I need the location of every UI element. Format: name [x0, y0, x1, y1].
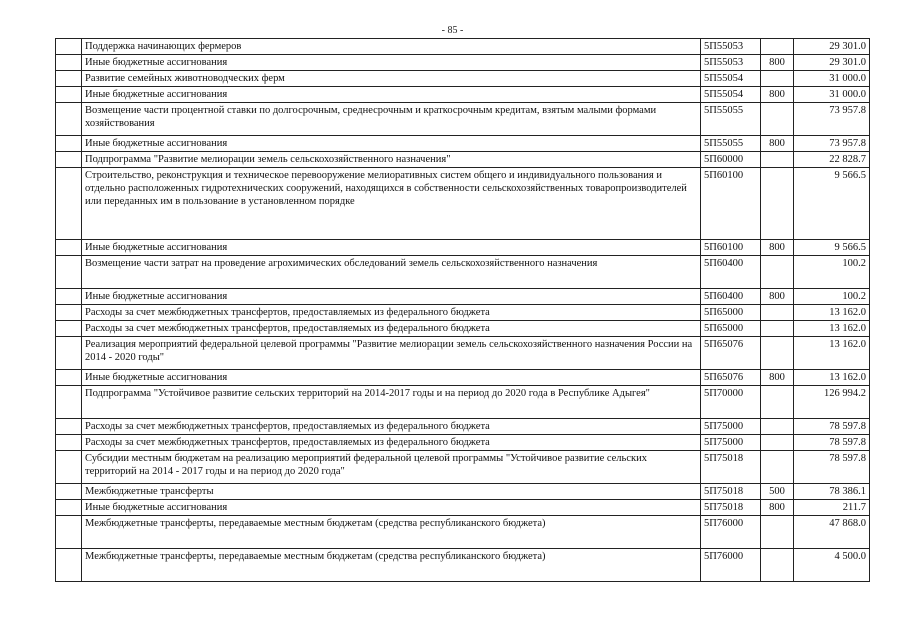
row-code-cell: 5П75018: [701, 500, 761, 516]
table-row: [56, 103, 870, 136]
table-row: [56, 87, 870, 103]
row-name-cell: Расходы за счет межбюджетных трансфертов, предоставляемых из федерального бюджета: [82, 435, 701, 451]
row-code-cell: 5П60400: [701, 256, 761, 289]
row-blank-cell: [56, 419, 82, 435]
row-sum-cell: 13 162.0: [794, 370, 870, 386]
page-number: - 85 -: [441, 25, 464, 36]
row-sum-cell: 73 957.8: [794, 103, 870, 136]
row-name-cell: Иные бюджетные ассигнования: [82, 55, 701, 71]
row-code-cell: 5П55053: [701, 39, 761, 55]
row-code-cell: 5П76000: [701, 516, 761, 549]
row-code-cell: 5П65000: [701, 305, 761, 321]
row-expense-type-cell: [761, 152, 794, 168]
row-expense-type-cell: [761, 419, 794, 435]
row-code-cell: 5П55054: [701, 87, 761, 103]
row-code-cell: 5П70000: [701, 386, 761, 419]
row-expense-type-cell: [761, 516, 794, 549]
row-code-cell: 5П65000: [701, 321, 761, 337]
row-name-cell: Субсидии местным бюджетам на реализацию мероприятий федеральной целевой программы "Устойчивое развитие сельских территорий на 2014 - 2017 годы и на период до 2020 года": [82, 451, 701, 484]
row-name-cell: Иные бюджетные ассигнования: [82, 370, 701, 386]
table-row: [56, 370, 870, 386]
row-code-cell: 5П60000: [701, 152, 761, 168]
row-code-cell: 5П76000: [701, 549, 761, 582]
budget-table-body: [56, 39, 870, 582]
table-row: [56, 152, 870, 168]
row-expense-type-cell: [761, 451, 794, 484]
row-blank-cell: [56, 549, 82, 582]
table-row: [56, 289, 870, 305]
row-blank-cell: [56, 152, 82, 168]
row-sum-cell: 78 597.8: [794, 451, 870, 484]
row-name-cell: Межбюджетные трансферты, передаваемые местным бюджетам (средства республиканского бюджета): [82, 516, 701, 549]
table-row: [56, 516, 870, 549]
row-sum-cell: 47 868.0: [794, 516, 870, 549]
table-row: [56, 419, 870, 435]
row-name-cell: Межбюджетные трансферты, передаваемые местным бюджетам (средства республиканского бюджета): [82, 549, 701, 582]
row-expense-type-cell: 800: [761, 289, 794, 305]
row-name-cell: Расходы за счет межбюджетных трансфертов, предоставляемых из федерального бюджета: [82, 321, 701, 337]
row-name-cell: Подпрограмма "Развитие мелиорации земель сельскохозяйственного назначения": [82, 152, 701, 168]
row-expense-type-cell: [761, 39, 794, 55]
row-blank-cell: [56, 370, 82, 386]
table-row: [56, 451, 870, 484]
row-expense-type-cell: [761, 256, 794, 289]
table-row: [56, 71, 870, 87]
row-code-cell: 5П55054: [701, 71, 761, 87]
row-sum-cell: 100.2: [794, 256, 870, 289]
row-expense-type-cell: [761, 321, 794, 337]
row-blank-cell: [56, 289, 82, 305]
row-expense-type-cell: [761, 305, 794, 321]
table-row: [56, 305, 870, 321]
row-name-cell: Иные бюджетные ассигнования: [82, 240, 701, 256]
row-expense-type-cell: 500: [761, 484, 794, 500]
row-blank-cell: [56, 435, 82, 451]
row-sum-cell: 29 301.0: [794, 55, 870, 71]
row-code-cell: 5П75018: [701, 451, 761, 484]
row-expense-type-cell: 800: [761, 240, 794, 256]
table-row: [56, 500, 870, 516]
row-code-cell: 5П65076: [701, 370, 761, 386]
row-blank-cell: [56, 136, 82, 152]
row-blank-cell: [56, 55, 82, 71]
row-name-cell: Межбюджетные трансферты: [82, 484, 701, 500]
row-expense-type-cell: [761, 103, 794, 136]
row-name-cell: Иные бюджетные ассигнования: [82, 136, 701, 152]
row-expense-type-cell: [761, 168, 794, 240]
row-blank-cell: [56, 71, 82, 87]
row-blank-cell: [56, 337, 82, 370]
row-blank-cell: [56, 321, 82, 337]
row-sum-cell: 13 162.0: [794, 321, 870, 337]
row-name-cell: Подпрограмма "Устойчивое развитие сельских территорий на 2014-2017 годы и на период до 2020 года в Республике Адыгея": [82, 386, 701, 419]
row-code-cell: 5П55055: [701, 136, 761, 152]
row-sum-cell: 78 386.1: [794, 484, 870, 500]
row-sum-cell: 13 162.0: [794, 305, 870, 321]
row-blank-cell: [56, 484, 82, 500]
table-row: [56, 168, 870, 240]
row-code-cell: 5П60400: [701, 289, 761, 305]
row-code-cell: 5П75018: [701, 484, 761, 500]
row-name-cell: Иные бюджетные ассигнования: [82, 289, 701, 305]
row-code-cell: 5П75000: [701, 435, 761, 451]
table-row: [56, 549, 870, 582]
row-code-cell: 5П60100: [701, 168, 761, 240]
table-row: [56, 337, 870, 370]
row-name-cell: Иные бюджетные ассигнования: [82, 500, 701, 516]
row-expense-type-cell: [761, 435, 794, 451]
row-name-cell: Строительство, реконструкция и техническое перевооружение мелиоративных систем общего и индивидуального пользования и отдельно расположенных гидротехнических сооружений, находящихся в собственности сельскохозяйственных товаропроизводителей или переданных им в пользование в установленном порядке: [82, 168, 701, 240]
row-blank-cell: [56, 168, 82, 240]
row-sum-cell: 100.2: [794, 289, 870, 305]
row-name-cell: Расходы за счет межбюджетных трансфертов, предоставляемых из федерального бюджета: [82, 419, 701, 435]
table-row: [56, 240, 870, 256]
row-code-cell: 5П75000: [701, 419, 761, 435]
row-expense-type-cell: 800: [761, 370, 794, 386]
row-blank-cell: [56, 103, 82, 136]
table-row: [56, 256, 870, 289]
row-code-cell: 5П55053: [701, 55, 761, 71]
table-row: [56, 55, 870, 71]
row-blank-cell: [56, 256, 82, 289]
row-expense-type-cell: [761, 337, 794, 370]
row-sum-cell: 29 301.0: [794, 39, 870, 55]
row-blank-cell: [56, 386, 82, 419]
row-sum-cell: 73 957.8: [794, 136, 870, 152]
row-expense-type-cell: [761, 549, 794, 582]
row-expense-type-cell: 800: [761, 87, 794, 103]
row-sum-cell: 126 994.2: [794, 386, 870, 419]
row-name-cell: Возмещение части затрат на проведение агрохимических обследований земель сельскохозяйственного назначения: [82, 256, 701, 289]
row-expense-type-cell: [761, 386, 794, 419]
row-sum-cell: 78 597.8: [794, 435, 870, 451]
row-sum-cell: 31 000.0: [794, 87, 870, 103]
table-row: [56, 435, 870, 451]
row-sum-cell: 78 597.8: [794, 419, 870, 435]
row-expense-type-cell: 800: [761, 55, 794, 71]
row-sum-cell: 22 828.7: [794, 152, 870, 168]
row-code-cell: 5П55055: [701, 103, 761, 136]
row-name-cell: Поддержка начинающих фермеров: [82, 39, 701, 55]
row-sum-cell: 9 566.5: [794, 168, 870, 240]
row-name-cell: Развитие семейных животноводческих ферм: [82, 71, 701, 87]
row-name-cell: Реализация мероприятий федеральной целевой программы "Развитие мелиорации земель сельскохозяйственного назначения России на 2014 - 2020 годы": [82, 337, 701, 370]
row-blank-cell: [56, 87, 82, 103]
row-blank-cell: [56, 240, 82, 256]
row-blank-cell: [56, 451, 82, 484]
row-sum-cell: 9 566.5: [794, 240, 870, 256]
row-name-cell: Иные бюджетные ассигнования: [82, 87, 701, 103]
row-sum-cell: 211.7: [794, 500, 870, 516]
table-row: [56, 386, 870, 419]
budget-table: [55, 38, 870, 582]
row-blank-cell: [56, 39, 82, 55]
row-blank-cell: [56, 516, 82, 549]
row-sum-cell: 31 000.0: [794, 71, 870, 87]
table-row: [56, 484, 870, 500]
table-row: [56, 39, 870, 55]
row-expense-type-cell: [761, 71, 794, 87]
row-expense-type-cell: 800: [761, 136, 794, 152]
row-name-cell: Возмещение части процентной ставки по долгосрочным, среднесрочным и краткосрочным кредитам, взятым малыми формами хозяйствования: [82, 103, 701, 136]
row-expense-type-cell: 800: [761, 500, 794, 516]
row-sum-cell: 4 500.0: [794, 549, 870, 582]
row-blank-cell: [56, 500, 82, 516]
row-name-cell: Расходы за счет межбюджетных трансфертов, предоставляемых из федерального бюджета: [82, 305, 701, 321]
row-blank-cell: [56, 305, 82, 321]
row-sum-cell: 13 162.0: [794, 337, 870, 370]
table-row: [56, 321, 870, 337]
row-code-cell: 5П65076: [701, 337, 761, 370]
table-row: [56, 136, 870, 152]
row-code-cell: 5П60100: [701, 240, 761, 256]
